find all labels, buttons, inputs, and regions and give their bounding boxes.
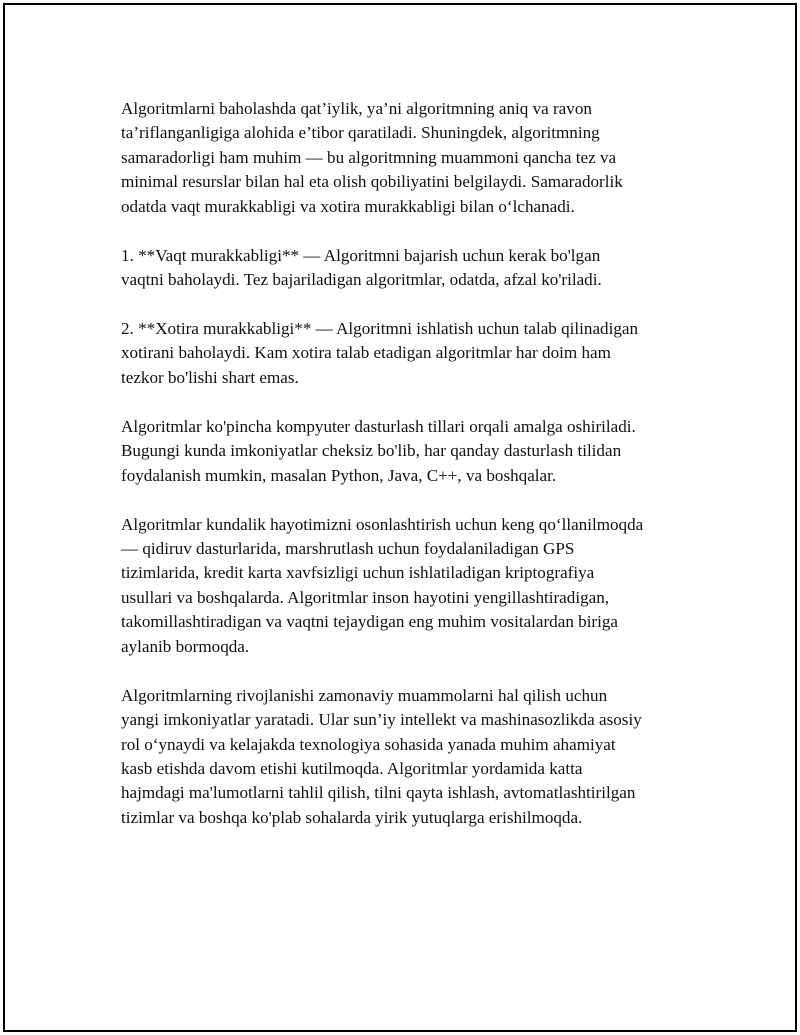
paragraph-programming-languages: Algoritmlar ko'pincha kompyuter dasturlash tillari orqali amalga oshiriladi. Bugungi kunda imkoniyatlar cheksiz bo'lib, har qanday dasturlash tilidan foydalanish mumkin, masalan Python, Java, C++, va boshqalar. [121,416,636,485]
document-body [121,97,701,855]
paragraph-everyday-applications: Algoritmlar kundalik hayotimizni osonlashtirish uchun keng qo‘llanilmoqda — qidiruv dasturlarida, marshrutlash uchun foydalaniladigan GPS tizimlarida, kredit karta xavfsizligi uchun ishlatiladigan kriptografiya usullari va boshqalarda. Algoritmlar inson hayotini yengillashtiradigan, takomillashtiradigan va vaqtni tejaydigan eng muhim vositalardan biriga aylanib bormoqda. [121,514,644,656]
page-frame [3,3,797,1032]
paragraph-time-complexity: 1. **Vaqt murakkabligi** — Algoritmni bajarish uchun kerak bo'lgan vaqtni baholaydi. Tez bajariladigan algoritmlar, odatda, afzal ko'riladi. [121,245,602,290]
paragraph-evaluation-criteria: Algoritmlarni baholashda qat’iylik, ya’ni algoritmning aniq va ravon ta’riflanganligiga alohida e’tibor qaratiladi. Shuningdek, algoritmning samaradorligi ham muhim — bu algoritmning muammoni qancha tez va minimal resurslar bilan hal eta olish qobiliyatini belgilaydi. Samaradorlik odatda vaqt murakkabligi va xotira murakkabligi bilan o‘lchanadi. [121,99,623,216]
paragraph-memory-complexity: 2. **Xotira murakkabligi** — Algoritmni ishlatish uchun talab qilinadigan xotirani baholaydi. Kam xotira talab etadigan algoritmlar har doim ham tezkor bo'lishi shart emas. [121,319,639,387]
paragraph-future-development: Algoritmlarning rivojlanishi zamonaviy muammolarni hal qilish uchun yangi imkoniyatlar yaratadi. Ular sun’iy intellekt va mashinasozlikda asosiy rol o‘ynaydi va kelajakda texnologiya sohasida yanada muhim ahamiyat kasb etishda davom etishi kutilmoqda. Algoritmlar yordamida katta hajmdagi ma'lumotlarni tahlil qilish, tilni qayta ishlash, avtomatlashtirilgan tizimlar va boshqa ko'plab sohalarda yirik yutuqlarga erishilmoqda. [121,685,642,827]
